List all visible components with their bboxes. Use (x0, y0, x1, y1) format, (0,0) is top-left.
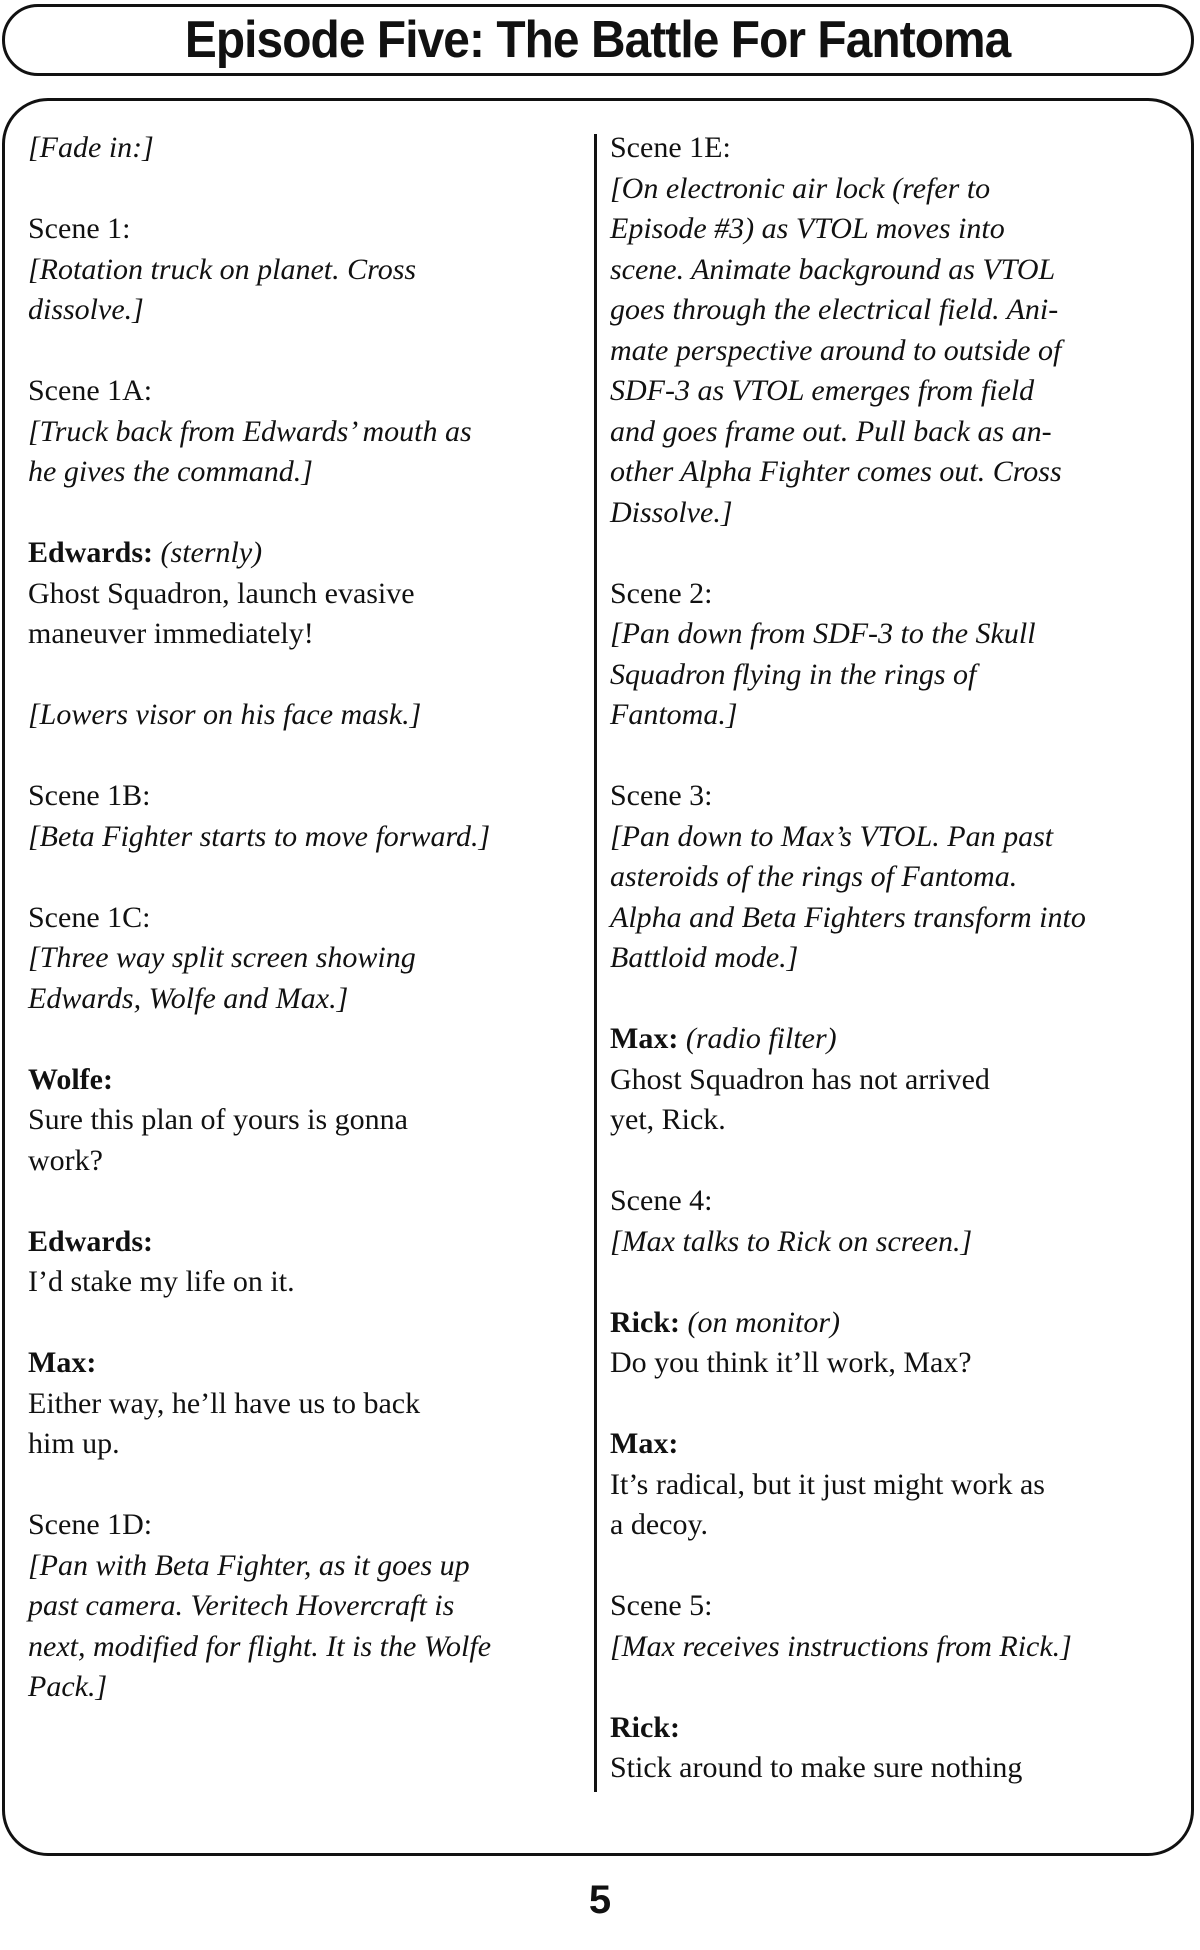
direction-line: Fantoma.] (610, 698, 738, 731)
dialogue-line: yet, Rick. (610, 1103, 726, 1136)
direction-line: Episode #3) as VTOL moves into (610, 212, 1005, 245)
direction-line: Edwards, Wolfe and Max.] (28, 981, 349, 1015)
direction-line: [Pan down to Max’s VTOL. Pan past (610, 819, 1054, 853)
direction-line: asteroids of the rings of Fantoma. (610, 860, 1018, 893)
scene-heading: Scene 5: (610, 1589, 713, 1622)
speaker-name: Rick: (610, 1710, 680, 1744)
speaker-name: Edwards: (28, 1224, 154, 1258)
speaker-name: Max: (28, 1346, 97, 1379)
dialogue-line: It’s radical, but it just might work as (610, 1467, 1045, 1501)
script-block (28, 533, 588, 655)
speaker-name: Rick: (610, 1305, 680, 1339)
script-block (610, 1303, 1182, 1384)
scene-heading: Scene 1D: (28, 1508, 153, 1541)
direction-line: dissolve.] (28, 293, 144, 326)
script-block (28, 1060, 588, 1182)
direction-line: [Fade in:] (28, 131, 154, 164)
column-divider (594, 134, 597, 1792)
direction-line: he gives the command.] (28, 455, 313, 488)
direction-line: Pack.] (28, 1670, 108, 1703)
script-block (610, 1586, 1182, 1667)
scene-heading: Scene 2: (610, 576, 713, 610)
direction-line: Dissolve.] (610, 495, 733, 529)
script-block (28, 1505, 588, 1708)
script-block (610, 1019, 1182, 1141)
dialogue-line: him up. (28, 1427, 120, 1460)
parenthetical: (on monitor) (687, 1305, 840, 1339)
direction-line: [Pan with Beta Fighter, as it goes up (28, 1548, 470, 1582)
left-column (28, 128, 588, 1748)
right-column (610, 128, 1182, 1829)
script-block (28, 695, 588, 736)
dialogue-line: Stick around to make sure nothing (610, 1751, 1023, 1784)
scene-heading: Scene 1B: (28, 779, 151, 812)
dialogue-line: work? (28, 1143, 103, 1177)
scene-heading: Scene 1C: (28, 900, 151, 934)
title-banner (2, 4, 1194, 76)
direction-line: [Pan down from SDF-3 to the Skull (610, 617, 1036, 650)
direction-line: other Alpha Fighter comes out. Cross (610, 455, 1062, 488)
direction-line: Squadron flying in the rings of (610, 657, 977, 691)
direction-line: [On electronic air lock (refer to (610, 171, 991, 205)
script-block (28, 371, 588, 493)
direction-line: [Truck back from Edwards’ mouth as (28, 414, 472, 448)
direction-line: mate perspective around to outside of (610, 333, 1062, 367)
dialogue-line: Either way, he’ll have us to back (28, 1386, 421, 1420)
direction-line: Alpha and Beta Fighters transform into (610, 900, 1086, 934)
dialogue-line: I’d stake my life on it. (28, 1265, 295, 1298)
direction-line: [Lowers visor on his face mask.] (28, 698, 422, 731)
direction-line: [Beta Fighter starts to move forward.] (28, 819, 491, 853)
page-title: Episode Five: The Battle For Fantoma (185, 11, 1011, 69)
direction-line: scene. Animate background as VTOL (610, 252, 1056, 286)
script-block (610, 128, 1182, 533)
script-block (28, 128, 588, 169)
dialogue-line: Do you think it’ll work, Max? (610, 1346, 972, 1379)
direction-line: [Rotation truck on planet. Cross (28, 252, 417, 286)
direction-line: Battloid mode.] (610, 941, 799, 974)
dialogue-line: Ghost Squadron, launch evasive (28, 576, 415, 610)
direction-line: [Max talks to Rick on screen.] (610, 1224, 973, 1258)
script-block (28, 898, 588, 1020)
dialogue-line: Ghost Squadron has not arrived (610, 1062, 990, 1096)
page-number: 5 (588, 1878, 612, 1922)
speaker-name: Edwards: (28, 536, 154, 569)
parenthetical: (sternly) (160, 536, 263, 569)
direction-line: and goes frame out. Pull back as an- (610, 414, 1052, 448)
parenthetical: (radio filter) (685, 1022, 837, 1055)
script-block (610, 1424, 1182, 1546)
dialogue-line: a decoy. (610, 1508, 708, 1541)
speaker-name: Max: (610, 1022, 679, 1055)
direction-line: past camera. Veritech Hovercraft is (28, 1589, 455, 1622)
direction-line: [Three way split screen showing (28, 941, 416, 974)
script-block (28, 1343, 588, 1465)
script-block (610, 1708, 1182, 1789)
direction-line: next, modified for flight. It is the Wolfe (28, 1629, 492, 1663)
script-block (610, 776, 1182, 979)
direction-line: goes through the electrical field. Ani- (610, 293, 1059, 326)
script-block (610, 1181, 1182, 1262)
dialogue-line: Sure this plan of yours is gonna (28, 1103, 408, 1136)
dialogue-line: maneuver immediately! (28, 617, 314, 650)
direction-line: SDF-3 as VTOL emerges from field (610, 374, 1035, 407)
scene-heading: Scene 3: (610, 779, 713, 812)
direction-line: [Max receives instructions from Rick.] (610, 1629, 1072, 1663)
scene-heading: Scene 1A: (28, 374, 153, 407)
script-block (28, 1222, 588, 1303)
scene-heading: Scene 1: (28, 212, 131, 245)
script-block (28, 776, 588, 857)
scene-heading: Scene 4: (610, 1184, 713, 1217)
scene-heading: Scene 1E: (610, 131, 731, 164)
script-block (28, 209, 588, 331)
speaker-name: Max: (610, 1427, 679, 1460)
script-block (610, 574, 1182, 736)
speaker-name: Wolfe: (28, 1062, 113, 1096)
